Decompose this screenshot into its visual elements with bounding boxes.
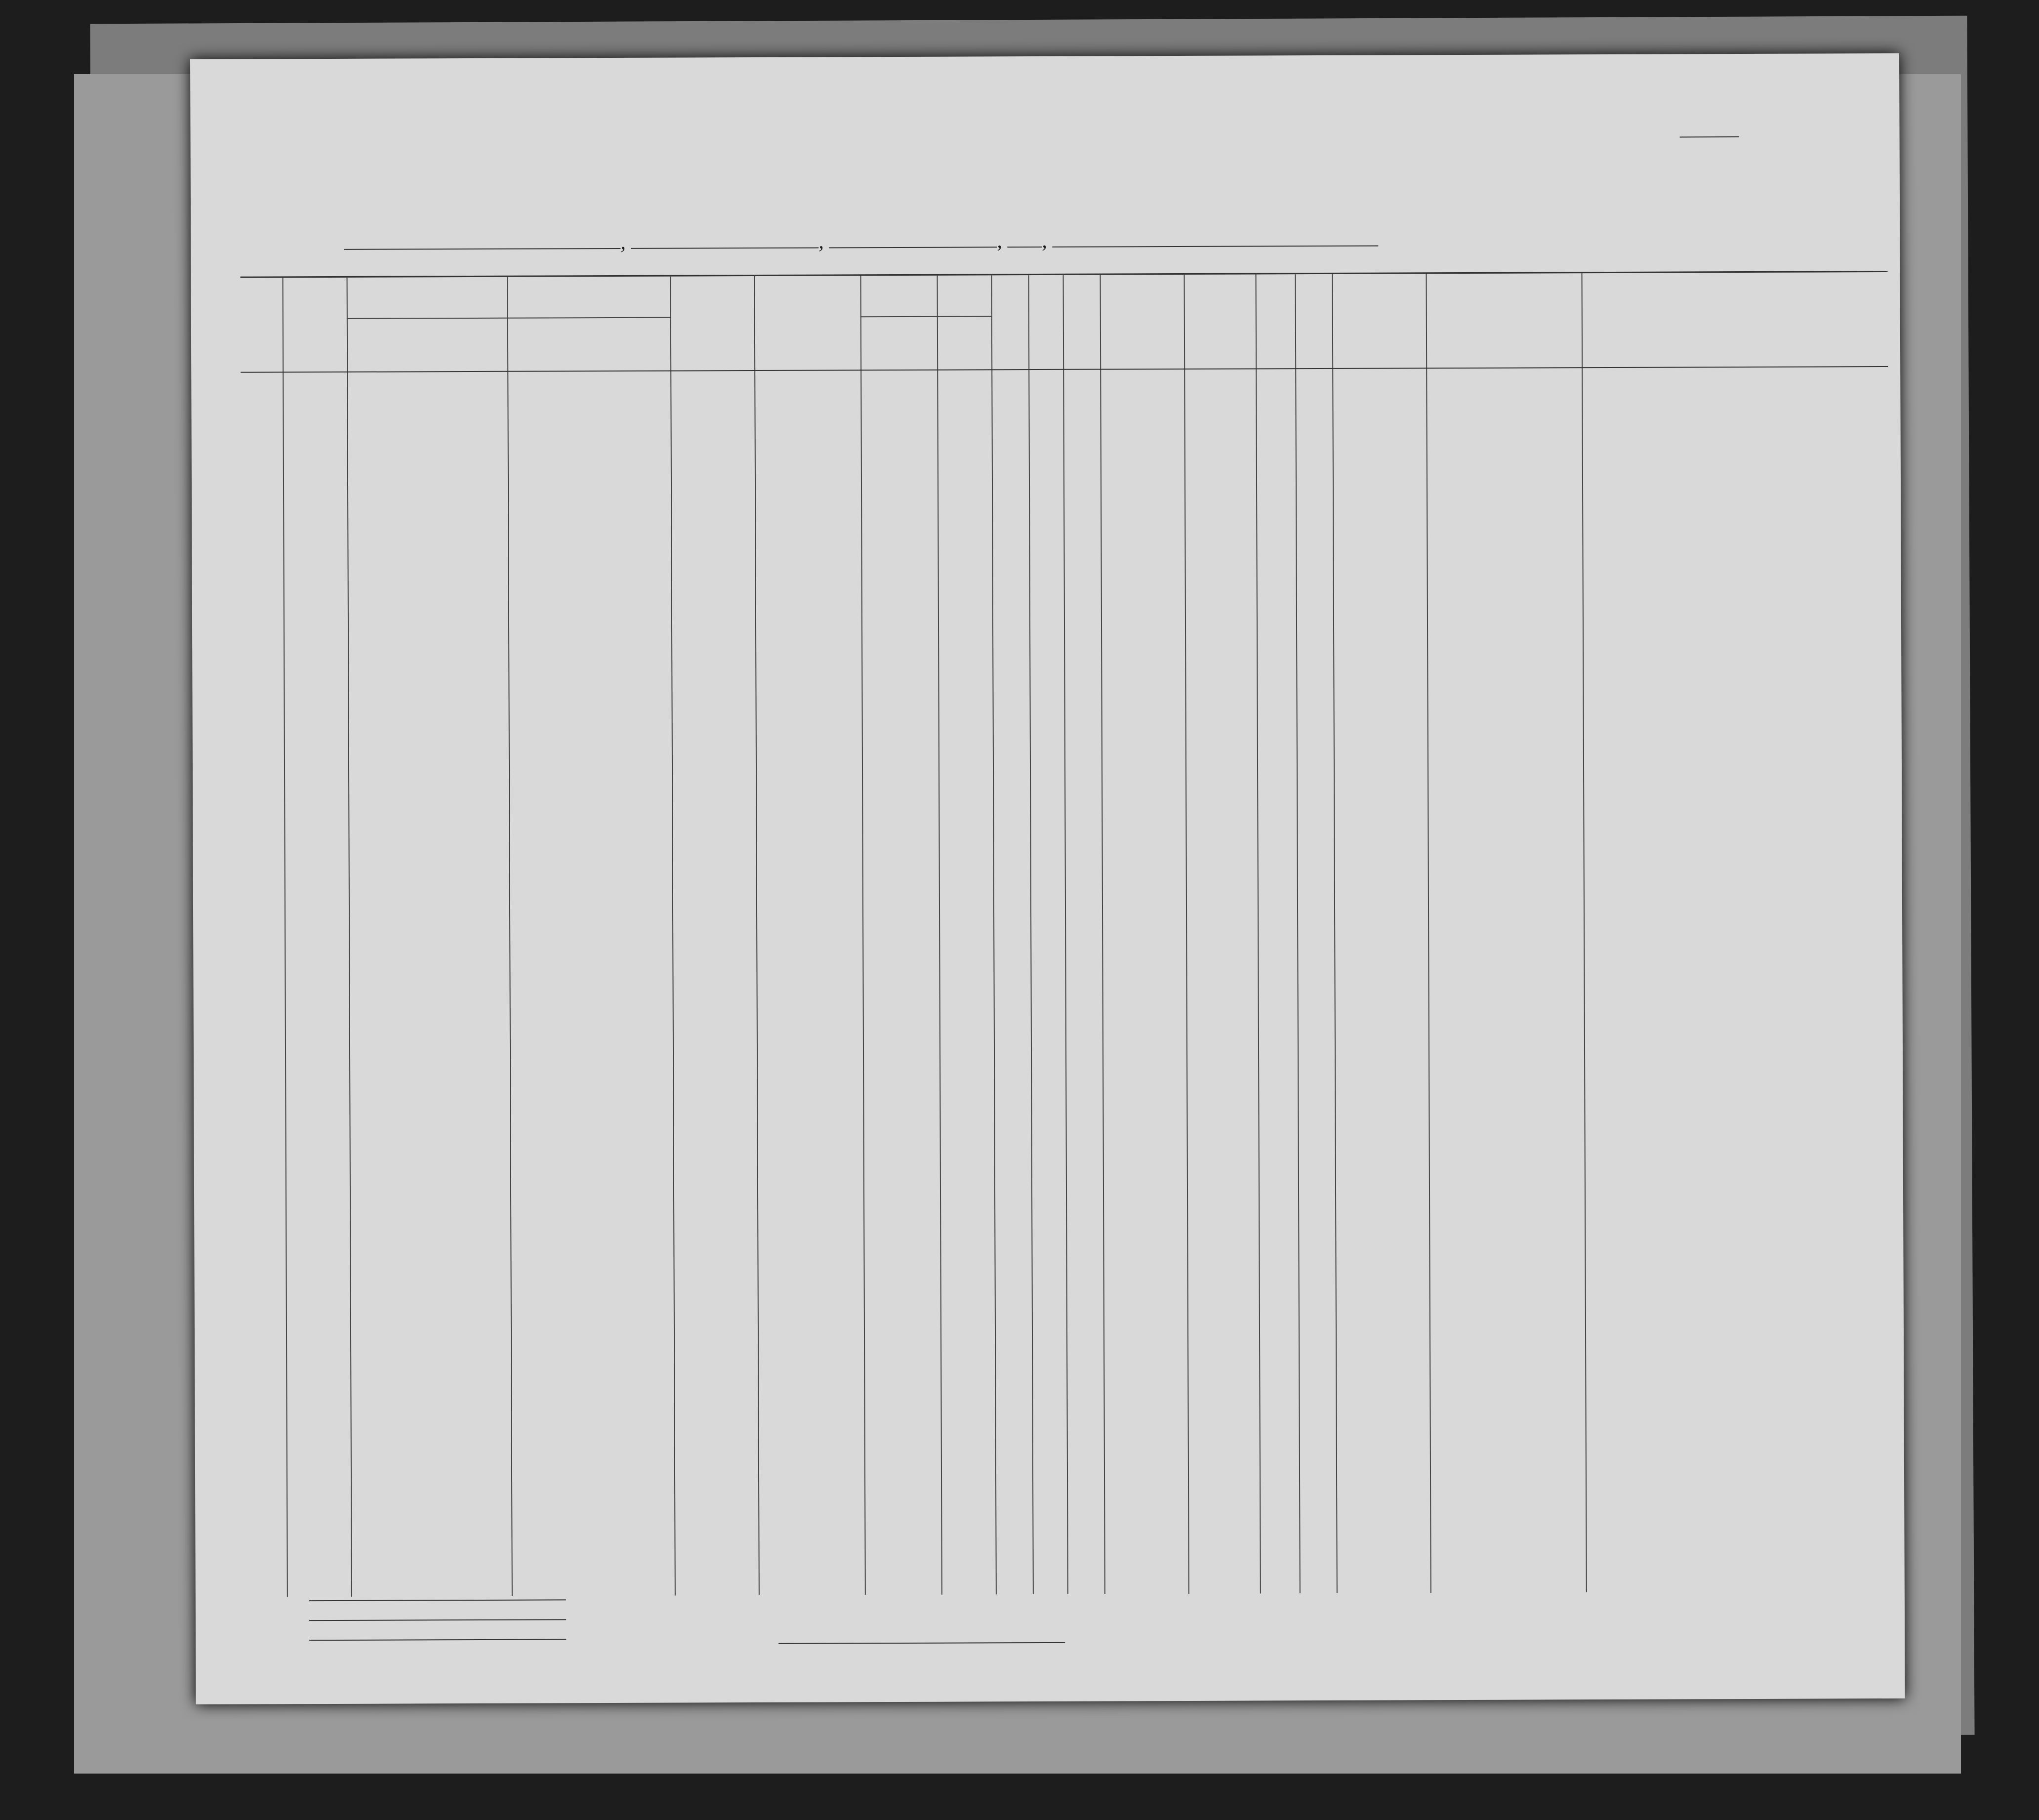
column-divider — [507, 277, 513, 1596]
column-number — [1582, 282, 1888, 283]
departure-ports — [1052, 246, 1378, 248]
column-header — [1584, 294, 1886, 295]
column-divider — [1582, 273, 1587, 1592]
column-header — [349, 299, 668, 300]
column-divider — [1256, 274, 1261, 1593]
penalty-note — [1258, 1611, 1663, 1612]
column-divider — [1028, 275, 1034, 1594]
column-subheader — [347, 341, 507, 342]
column-divider — [860, 276, 866, 1595]
line-name — [309, 1599, 566, 1601]
arrival-date — [829, 247, 997, 248]
column-divider — [1100, 275, 1105, 1594]
column-header — [1102, 299, 1182, 300]
column-divider — [1184, 275, 1189, 1594]
subheader-divider — [860, 316, 991, 317]
column-divider — [347, 278, 352, 1597]
column-divider — [937, 276, 942, 1595]
races-note — [1258, 1611, 1663, 1612]
column-number — [670, 286, 754, 287]
column-divider — [991, 275, 997, 1594]
footer-owner-block — [235, 1589, 566, 1650]
column-header — [862, 297, 989, 298]
column-divider — [670, 277, 676, 1596]
column-number — [347, 287, 670, 288]
column-divider — [1426, 274, 1431, 1593]
column-divider — [754, 276, 760, 1595]
manifest-sheet — [190, 53, 1905, 1704]
column-subheader — [1584, 312, 1886, 313]
crew-table — [241, 271, 1892, 1597]
owners-name — [309, 1619, 566, 1621]
column-divider — [1332, 274, 1338, 1593]
voyage-line: , , , , — [344, 228, 1378, 255]
line-label — [235, 1601, 309, 1602]
column-number — [1426, 283, 1582, 284]
sheet-number — [1680, 136, 1739, 137]
column-divider — [1295, 274, 1301, 1593]
sheet-number-field — [1679, 125, 1739, 141]
arrival-year — [1007, 247, 1042, 248]
page-subtitle — [339, 183, 1752, 188]
agents-name — [309, 1639, 566, 1641]
signature-line — [778, 1642, 1065, 1644]
header-divider — [241, 366, 1888, 373]
column-header — [756, 300, 858, 301]
footer-notes — [1258, 1611, 1663, 1612]
subheader-divider — [347, 317, 670, 319]
page-title — [191, 147, 1900, 153]
column-number — [860, 285, 991, 286]
column-header — [1334, 298, 1424, 299]
column-number — [1184, 284, 1256, 285]
column-divider — [283, 278, 288, 1597]
arrival-port — [631, 248, 818, 249]
column-divider — [1063, 275, 1068, 1594]
vessel-name — [344, 248, 620, 250]
